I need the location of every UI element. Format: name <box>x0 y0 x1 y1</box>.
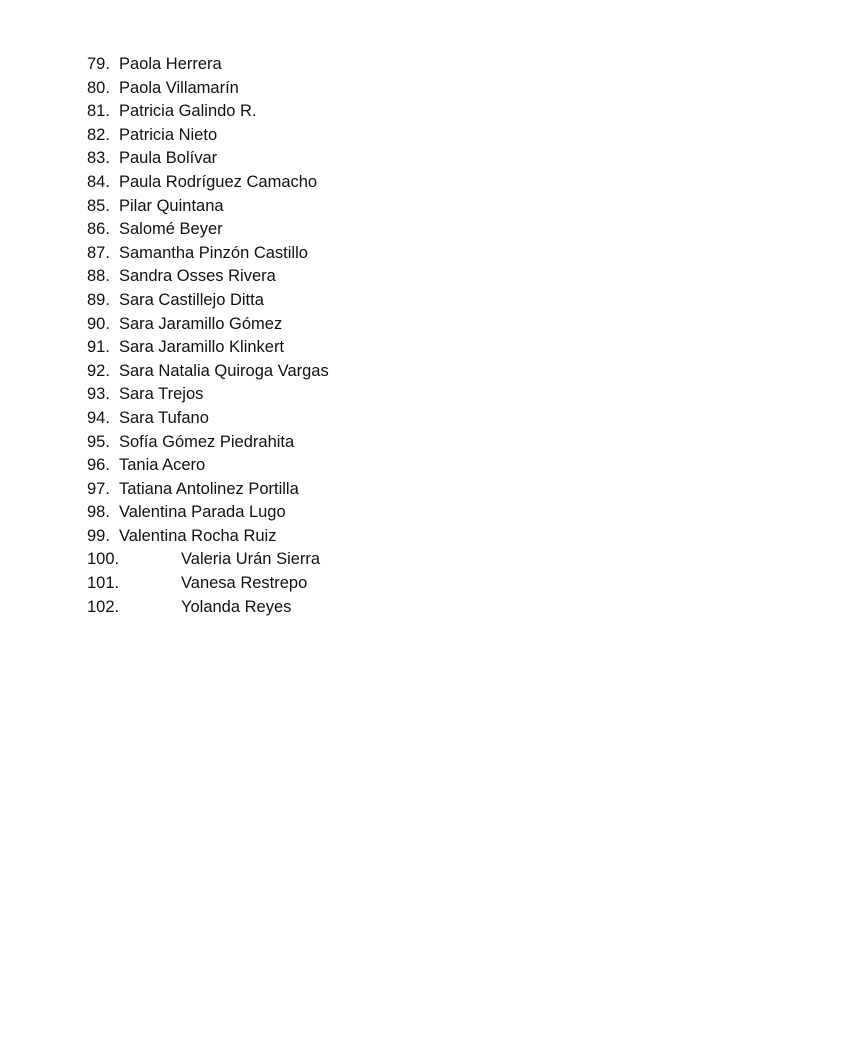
item-name: Sara Trejos <box>119 385 204 404</box>
item-name: Paula Bolívar <box>119 149 218 168</box>
list-item <box>87 265 329 289</box>
item-number: 99. <box>87 526 110 545</box>
item-name: Paula Rodríguez Camacho <box>119 172 318 191</box>
item-number: 88. <box>87 267 110 286</box>
item-number: 87. <box>87 243 110 262</box>
list-item <box>87 147 329 171</box>
item-name: Sara Tufano <box>119 408 209 427</box>
item-name: Tania Acero <box>119 456 206 475</box>
item-number: 85. <box>87 196 110 215</box>
item-name: Pilar Quintana <box>119 196 224 215</box>
list-item <box>87 53 329 77</box>
list-item <box>87 407 329 431</box>
item-number: 92. <box>87 361 110 380</box>
item-number: 94. <box>87 408 110 427</box>
list-item <box>87 313 329 337</box>
list-item <box>87 195 329 219</box>
item-number: 80. <box>87 78 110 97</box>
item-number: 96. <box>87 456 110 475</box>
item-number: 89. <box>87 290 110 309</box>
item-number: 81. <box>87 102 110 121</box>
list-item <box>87 336 329 360</box>
item-name: Paola Herrera <box>119 55 222 73</box>
list-item <box>87 360 329 384</box>
list-item <box>87 572 329 596</box>
item-number: 95. <box>87 432 110 451</box>
list-item <box>87 501 329 525</box>
item-number: 86. <box>87 220 110 239</box>
item-name: Valentina Parada Lugo <box>119 503 286 522</box>
item-number: 98. <box>87 503 110 522</box>
list-item <box>87 77 329 101</box>
list-item <box>87 100 329 124</box>
list-item <box>87 478 329 502</box>
item-name: Sara Castillejo Ditta <box>119 290 264 309</box>
item-number: 83. <box>87 149 110 168</box>
list-item <box>87 596 329 620</box>
item-name: Sandra Osses Rivera <box>119 267 276 286</box>
item-name: Yolanda Reyes <box>181 597 292 616</box>
item-name: Sara Natalia Quiroga Vargas <box>119 361 329 380</box>
list-item <box>87 383 329 407</box>
list-item <box>87 171 329 195</box>
list-item <box>87 124 329 148</box>
item-name: Sara Jaramillo Klinkert <box>119 338 285 357</box>
item-name: Vanesa Restrepo <box>181 574 308 593</box>
item-number: 91. <box>87 338 110 357</box>
item-number: 102. <box>87 597 120 616</box>
item-name: Patricia Nieto <box>119 125 218 144</box>
item-name: Salomé Beyer <box>119 220 223 239</box>
item-name: Patricia Galindo R. <box>119 102 257 121</box>
item-number: 101. <box>87 574 120 593</box>
list-item <box>87 454 329 478</box>
item-name: Tatiana Antolinez Portilla <box>119 479 299 498</box>
list-item <box>87 218 329 242</box>
item-number: 93. <box>87 385 110 404</box>
item-number: 97. <box>87 479 110 498</box>
item-number: 79. <box>87 55 110 73</box>
item-number: 82. <box>87 125 110 144</box>
list-item <box>87 525 329 549</box>
item-name: Sara Jaramillo Gómez <box>119 314 283 333</box>
item-name: Valeria Urán Sierra <box>181 550 321 569</box>
item-name: Paola Villamarín <box>119 78 239 97</box>
list-item <box>87 548 329 572</box>
item-number: 84. <box>87 172 110 191</box>
item-name: Samantha Pinzón Castillo <box>119 243 308 262</box>
item-name: Sofía Gómez Piedrahita <box>119 432 295 451</box>
list-item <box>87 431 329 455</box>
list-item <box>87 242 329 266</box>
item-number: 100. <box>87 550 120 569</box>
list-item <box>87 289 329 313</box>
item-number: 90. <box>87 314 110 333</box>
name-list <box>87 53 329 619</box>
item-name: Valentina Rocha Ruiz <box>119 526 277 545</box>
